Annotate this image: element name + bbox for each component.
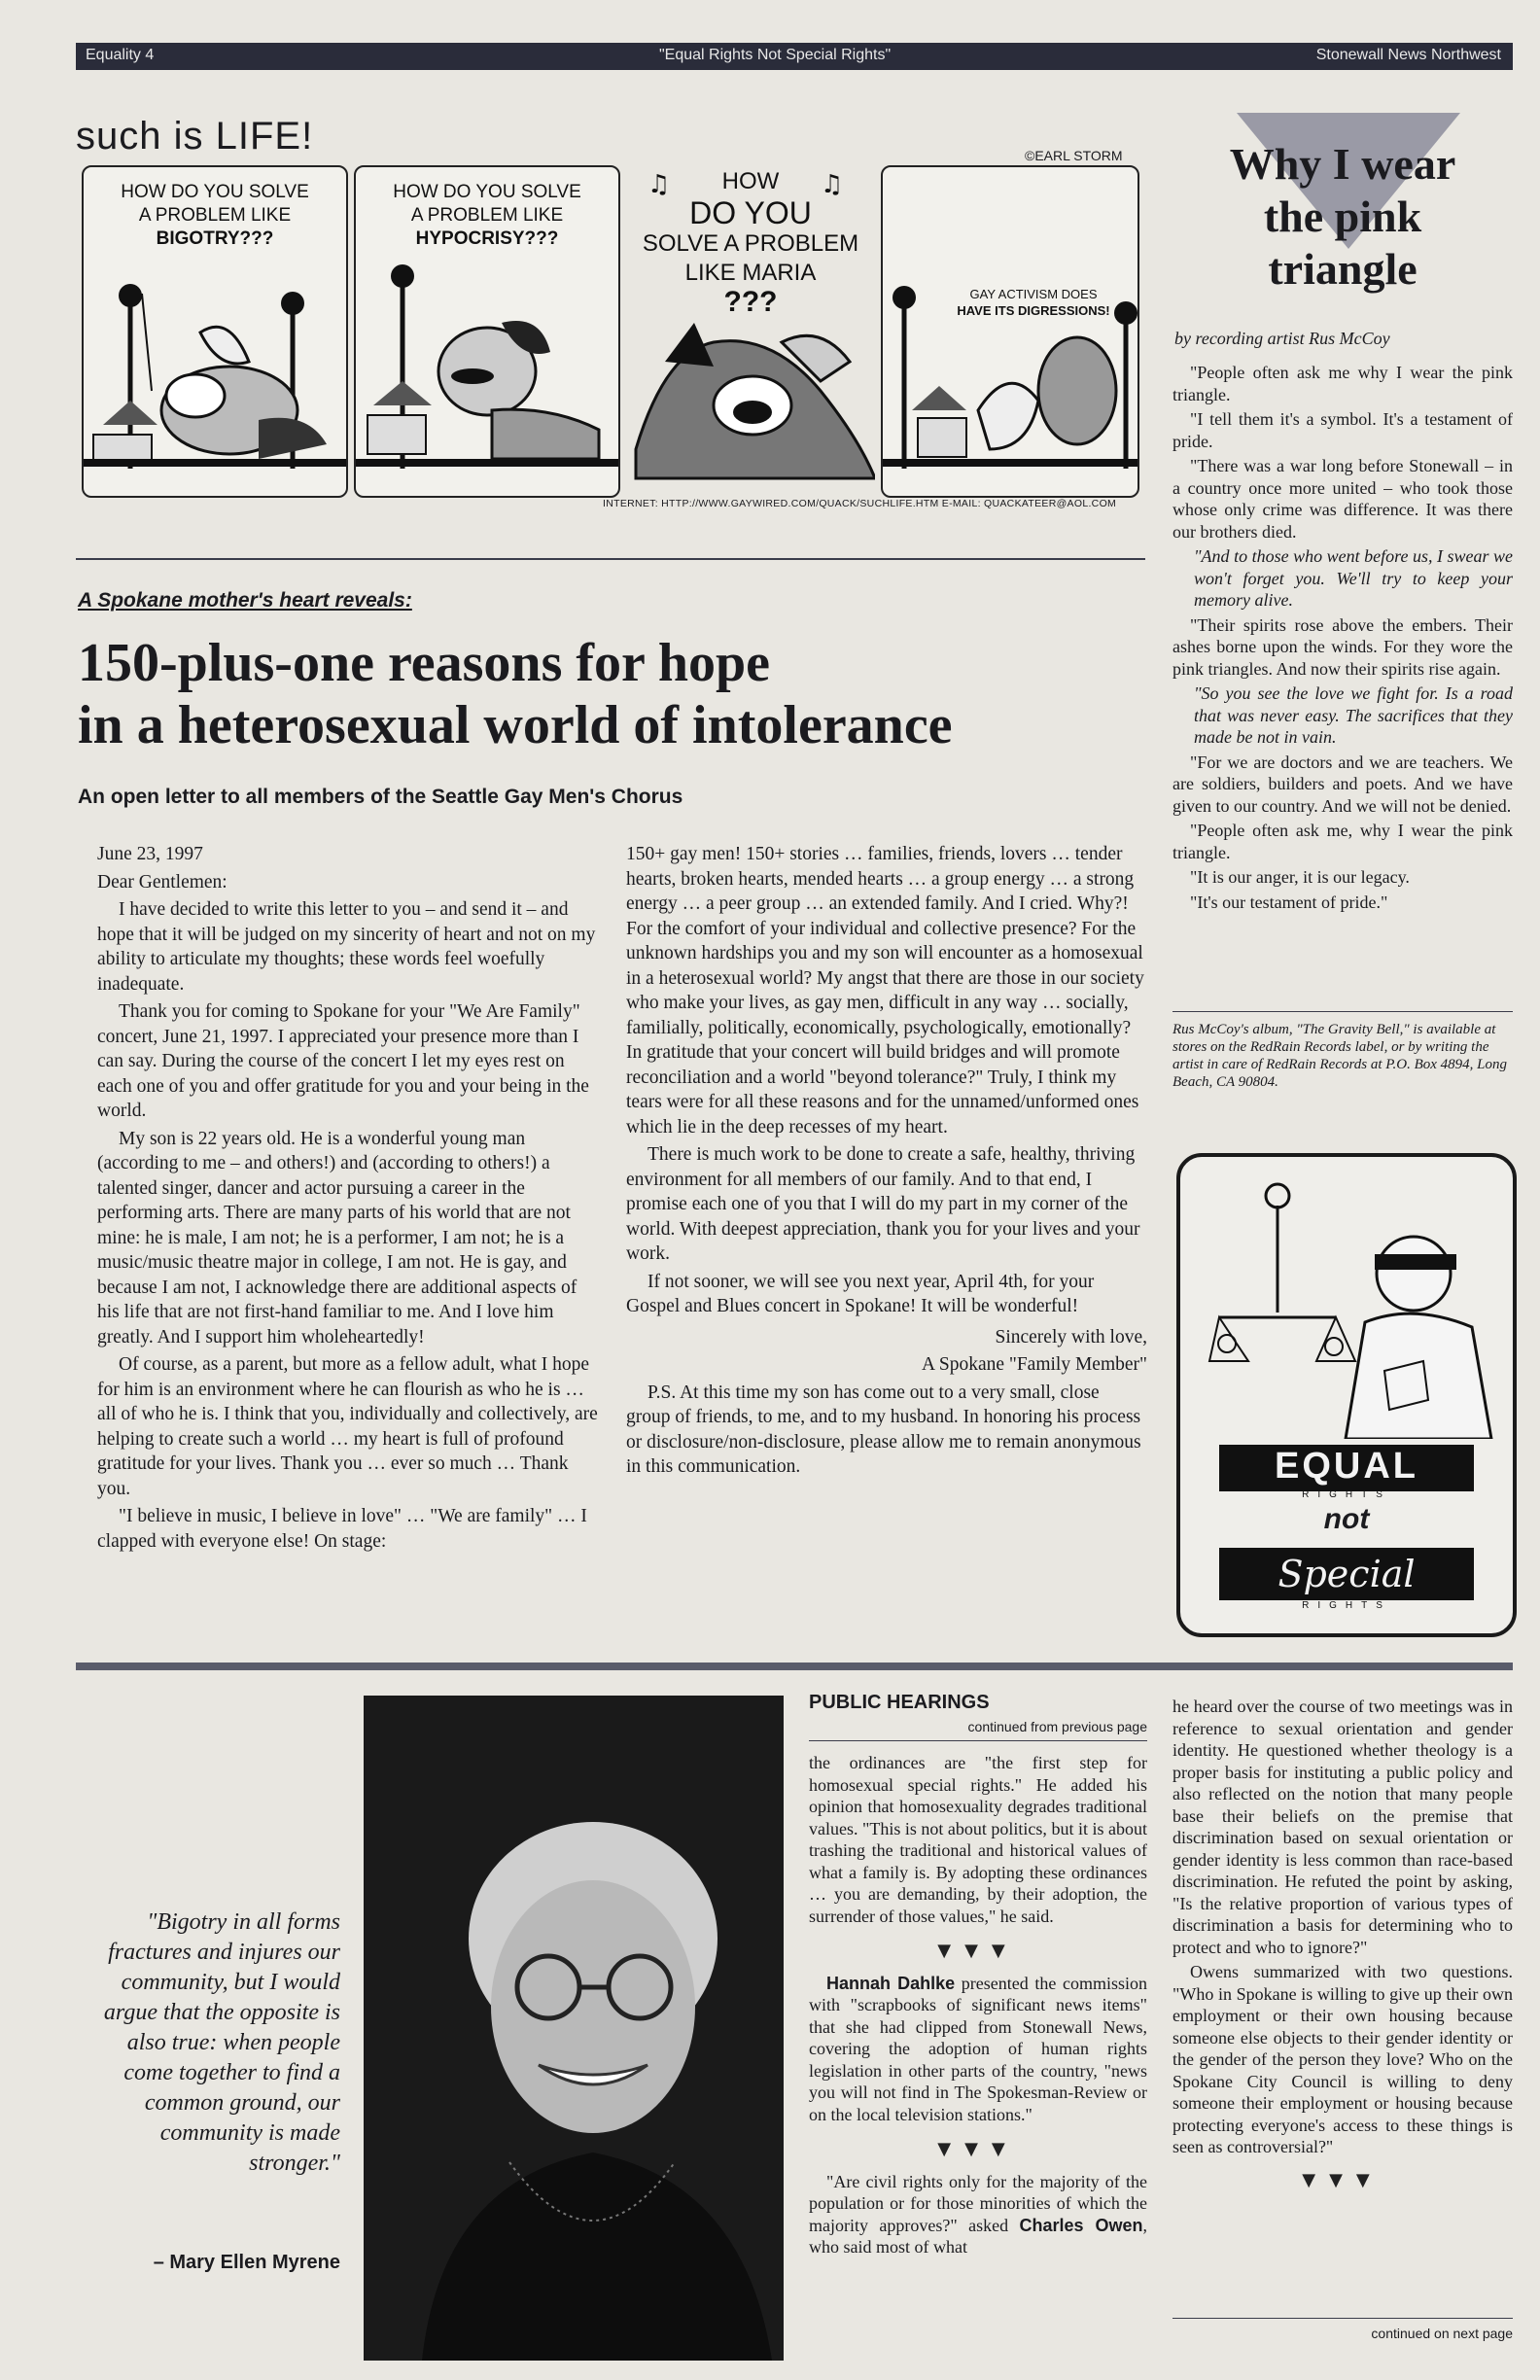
publication-name: Stonewall News Northwest (1315, 47, 1501, 63)
sidebar-album-note: Rus McCoy's album, "The Gravity Bell," is available at stores on the RedRain Records label, or by writing the artist in care of RedRain Records at P.O. Box 4894, Long Beach, CA 90804. (1172, 1022, 1507, 1090)
panel2-text-2: A PROBLEM LIKE (410, 205, 564, 226)
letter-paragraph: "I believe in music, I believe in love" … "We are family" … I clapped with everyone else! On stage: (97, 1506, 587, 1552)
svg-text:♫: ♫ (648, 170, 671, 199)
sidebar-paragraph: "It's our testament of pride." (1190, 892, 1388, 912)
ornament-divider: ▼▼▼ (937, 1941, 1019, 1961)
hearings-paragraph: he heard over the course of two meetings was in reference to sexual orientation and gender identity. He questioned whether theology is a proper basis for instituting a public policy and also reflected on the notion that many people base their beliefs on the premise that discrimination based on sexual orientation or gender identity is less common than race-based discrimination. He refuted the point by asking, "Is the relative proportion of various types of discrimination a basis for determining who to protect and who to ignore?" (1172, 1697, 1513, 1957)
article-subhead: An open letter to all members of the Seattle Gay Men's Chorus (78, 786, 683, 808)
headline-line-2: in a heterosexual world of intolerance (78, 695, 953, 755)
ad-special-word: Special (1219, 1548, 1474, 1600)
article-headline (78, 632, 953, 756)
sidebar-paragraph: "People often ask me why I wear the pink triangle. (1172, 363, 1513, 404)
continued-next-page: continued on next page (1371, 2326, 1513, 2341)
comic-title: such is LIFE! (76, 115, 314, 158)
comic-panel-1 (82, 165, 348, 498)
hearings-text: , who said most of what (809, 2215, 1147, 2257)
panel4-text-1: GAY ACTIVISM DOES (969, 287, 1098, 301)
sidebar-title-2: the pink (1263, 192, 1422, 241)
sidebar-divider (1172, 1011, 1513, 1012)
hearings-title: PUBLIC HEARINGS (809, 1692, 990, 1713)
hearings-column-2 (1172, 1696, 1513, 2199)
panel3-text-1: HOW (721, 168, 780, 194)
panel3-drawing (626, 158, 875, 494)
ad-equal-word: EQUAL (1219, 1445, 1474, 1491)
header-slogan: "Equal Rights Not Special Rights" (659, 47, 892, 63)
comic-credit: ©EARL STORM (1025, 148, 1123, 163)
ornament-divider: ▼▼▼ (937, 2139, 1019, 2159)
ornament-divider: ▼▼▼ (1302, 2169, 1383, 2190)
panel4-text-2: HAVE ITS DIGRESSIONS! (957, 303, 1110, 318)
hearings-text: presented the commission with "scrapbooks of significant news items" that she had clipped from Stonewall News, covering the adoption of human rights legislation in other parts of the country, "news you will not find in The Spokesman-Review or on the local television stations." (809, 1973, 1147, 2124)
panel1-text-2: A PROBLEM LIKE (138, 205, 292, 226)
article-column-2 (626, 842, 1147, 1483)
svg-text:♫: ♫ (821, 170, 844, 199)
justice-figure-illustration (1180, 1157, 1513, 1439)
sidebar-paragraph: "For we are doctors and we are teachers. We are soldiers, builders and poets. And we have given to our country. And we will not be denied. (1172, 752, 1513, 816)
section-divider-bar (76, 1662, 1513, 1670)
comic-footer: INTERNET: HTTP://WWW.GAYWIRED.COM/QUACK/SUCHLIFE.HTM E-MAIL: QUACKATEER@AOL.COM (603, 498, 1117, 509)
panel3-text-4: LIKE MARIA (684, 260, 817, 286)
section-folio: Equality 4 (86, 47, 155, 63)
letter-paragraph: Of course, as a parent, but more as a fellow adult, what I hope for him is an environment where he can flourish as who he is … all of who he is. I think that you, individually and collectively, are helping to create such a world … my heart is full of profound gratitude for your lives. Thank you … ever so much … Thank you. (97, 1354, 598, 1499)
hearings-column-1 (809, 1752, 1147, 2261)
letter-paragraph: If not sooner, we will see you next year, April 4th, for your Gospel and Blues concert in Spokane! It will be wonderful! (626, 1271, 1095, 1316)
sidebar-paragraph: "People often ask me, why I wear the pink triangle. (1172, 821, 1513, 862)
headline-line-1: 150-plus-one reasons for hope (78, 633, 771, 693)
panel1-text-1: HOW DO YOU SOLVE (121, 182, 309, 202)
hearings-bottom-rule (1172, 2318, 1513, 2319)
hearings-paragraph (809, 1973, 1147, 2126)
speaker-name: Hannah Dahlke (826, 1973, 956, 1993)
article-kicker: A Spokane mother's heart reveals: (78, 589, 412, 612)
sidebar-title (1172, 138, 1513, 296)
letter-paragraph: 150+ gay men! 150+ stories … families, friends, lovers … tender hearts, broken hearts, mended hearts … a group energy … a strong energy … a peer group … an extended family. And I cried. Why?! For the comfort of your individual and collective presence? For the unknown hardships you and my son will encounter as a homosexual in a heterosexual world? My angst that there are those in our society who make your lives, as gay men, difficult in any way … socially, familially, politically, economically, psychologically, emotionally? In gratitude that your concert will build bridges and will promote reconciliation and a world "beyond tolerance?" Truly, I think my tears were for all these reasons and for the unnamed/unformed ones which lie in the deep recesses of my heart. (626, 844, 1144, 1138)
sidebar-title-3: triangle (1268, 244, 1418, 294)
panel1-drawing (84, 167, 346, 496)
portrait-photo (364, 1696, 784, 2361)
speaker-name: Charles Owen (1019, 2215, 1143, 2235)
equal-rights-ad (1176, 1153, 1517, 1637)
panel3-text-2: DO YOU (689, 195, 812, 230)
panel1-text-3: BIGOTRY??? (156, 228, 274, 249)
panel3-text-3: SOLVE A PROBLEM (642, 230, 859, 257)
hearings-rule (809, 1740, 1147, 1741)
sidebar-paragraph: "Their spirits rose above the embers. Their ashes borne upon the winds. For they wore the pink triangles. And now their spirits rise again. (1172, 614, 1513, 679)
hearings-paragraph: the ordinances are "the first step for homosexual special rights." He added his opinion that homosexuality degrades traditional values. "This is not about politics, but it is about trashing the traditional and historical values of what a family is. By adopting these ordinances … you are demanding, by their adoption, the surrender of those values," he said. (809, 1753, 1147, 1926)
hearings-continued-from: continued from previous page (967, 1719, 1147, 1734)
pull-quote-attribution: – Mary Ellen Myrene (153, 2252, 340, 2273)
hearings-text: "Are civil rights only for the majority of the population or for those minorities of which the majority approves?" asked (809, 2171, 1147, 2235)
sidebar-paragraph: "It is our anger, it is our legacy. (1190, 867, 1410, 887)
portrait-illustration (364, 1696, 784, 2361)
panel3-text-5: ??? (723, 286, 778, 318)
letter-postscript: P.S. At this time my son has come out to a very small, close group of friends, to me, and to my husband. In honoring his process or disclosure/non-disclosure, please allow me to remain anonymous in this communication. (626, 1382, 1141, 1477)
panel4-drawing (883, 167, 1138, 496)
article-column-1 (97, 842, 603, 1557)
letter-paragraph: I have decided to write this letter to you – and send it – and hope that it will be judged on my sincerity of heart and not on my ability to articulate my thoughts; these words feel woefully inadequate. (97, 899, 596, 995)
comic-panel-3 (626, 158, 875, 494)
hearings-paragraph (809, 2171, 1147, 2258)
sidebar-paragraph: "So you see the love we fight for. Is a road that was never easy. The sacrifices that they made be not in vain. (1194, 683, 1513, 747)
letter-salutation: Dear Gentlemen: (97, 871, 228, 892)
letter-paragraph: Thank you for coming to Spokane for your "We Are Family" concert, June 21, 1997. I appreciated your presence more than I can say. During the course of the concert I let my eyes rest on each one of you and offer gratitude for you and your being in the world. (97, 1001, 589, 1121)
letter-paragraph: My son is 22 years old. He is a wonderful young man (according to me – and others!) and (according to others!) a talented singer, dancer and actor pursuing a career in the performing arts. There are many parts of his world that are not mine: he is male, I am not; he is a performer, I am not; he is a music/music theatre major in college, I am not. He is gay, and because I am not, I acknowledge there are additional aspects of his life that are not first-hand familiar to me. And I love him greatly. And I support him wholeheartedly! (97, 1128, 578, 1348)
sidebar-title-1: Why I wear (1229, 139, 1456, 189)
sidebar-byline: by recording artist Rus McCoy (1174, 329, 1390, 348)
letter-date: June 23, 1997 (97, 844, 203, 864)
sidebar-paragraph: "And to those who went before us, I swear we won't forget you. We'll try to keep your memory alive. (1194, 546, 1513, 610)
letter-paragraph: There is much work to be done to create a safe, healthy, thriving environment for all members of our family. And to that end, I promise each one of you that I will do my part in my corner of the world. With deepest appreciation, thank you for your lives and your work. (626, 1144, 1140, 1264)
sidebar-paragraph: "I tell them it's a symbol. It's a testament of pride. (1172, 409, 1513, 451)
ad-not-word: not (1323, 1503, 1370, 1535)
panel2-drawing (356, 167, 618, 496)
sidebar-body (1172, 362, 1513, 916)
pull-quote: "Bigotry in all forms fractures and injures our community, but I would argue that the opposite is also true: when people come together to find a common ground, our community is made stronger." (103, 1909, 340, 2176)
ad-rights-2: RIGHTS (1302, 1600, 1391, 1611)
letter-signoff-1: Sincerely with love, (995, 1326, 1147, 1348)
page-header-bar (76, 43, 1513, 70)
sidebar-paragraph: "There was a war long before Stonewall – in a country once more united – who took those whose only crime was difference. It was there our brothers died. (1172, 456, 1513, 542)
divider-comic (76, 558, 1145, 560)
letter-signoff-2: A Spokane "Family Member" (921, 1354, 1147, 1375)
panel2-text-1: HOW DO YOU SOLVE (393, 182, 581, 202)
comic-panel-4 (881, 165, 1139, 498)
panel2-text-3: HYPOCRISY??? (415, 228, 559, 249)
hearings-paragraph: Owens summarized with two questions. "Who in Spokane is willing to give up their own employment or their own housing because someone else objects to their gender identity or the gender of the person they love? Who on the Spokane City Council is willing to deny someone their employment or housing because protecting everyone's access to these things is seen as controversial?" (1172, 1962, 1513, 2156)
ad-rights-1: RIGHTS (1302, 1489, 1391, 1500)
comic-panel-2 (354, 165, 620, 498)
